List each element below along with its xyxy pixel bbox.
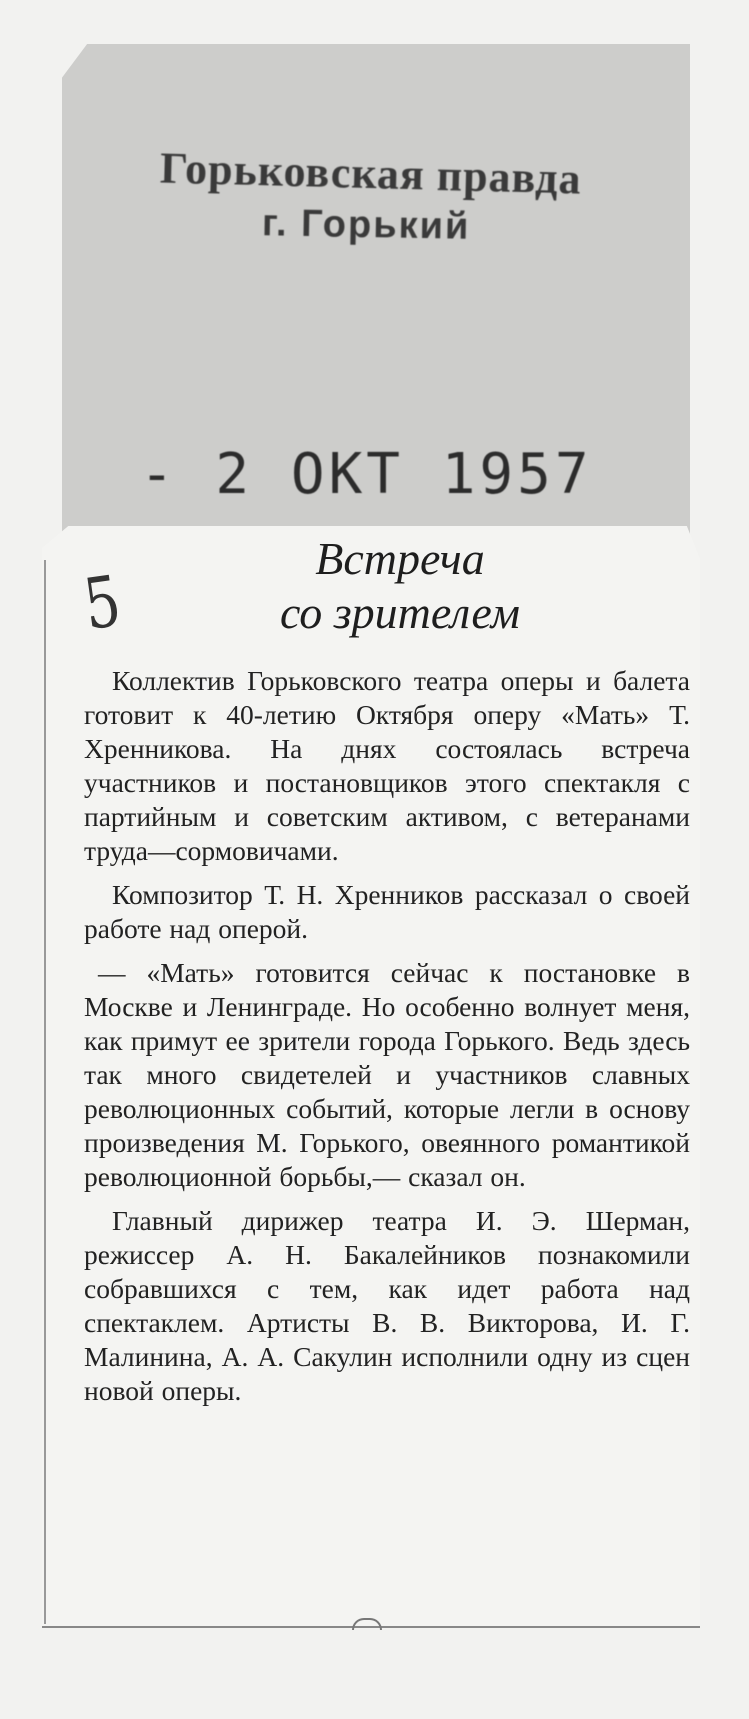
article-body [84, 664, 690, 1418]
stamp-card [62, 44, 690, 604]
headline-line-1: Встреча [315, 533, 485, 584]
stamp-date: - 2 ОКТ 1957 [140, 442, 593, 507]
article-paragraph: — «Мать» готовится сейчас к постановке в Москве и Ленинграде. Но особенно волнует меня, как примут ее зрители города Горького. Ведь здесь так много свидетелей и участников славных революционных событий, которые легли в основу произведения М. Горького, овеянного романтикой революционной борьбы,— сказал он. [84, 957, 690, 1192]
clipping-bottom-mark [352, 1618, 382, 1630]
article-paragraph: Главный дирижер театра И. Э. Шерман, режиссер А. Н. Бакалейников познакомили собравшихся с тем, как идет работа над спектаклем. Артисты В. В. Викторова, И. Г. Малинина, А. А. Сакулин исполнили одну из сцен новой оперы. [84, 1205, 690, 1406]
article-headline [150, 532, 650, 640]
stamp-newspaper-name: Горьковская правда [159, 143, 583, 204]
article-paragraph: Композитор Т. Н. Хренников рассказал о своей работе над оперой. [84, 879, 690, 944]
article-paragraph: Коллектив Горьковского театра оперы и балета готовит к 40-летию Октября оперу «Мать» Т. Хренникова. На днях состоялась встреча участников и постановщиков этого спектакля с партийным и советским активом, с ветеранами труда—сормовичами. [84, 665, 690, 866]
clipping-edge [44, 560, 46, 1624]
handwritten-number: 5 [78, 559, 126, 647]
stamp-city: г. Горький [261, 202, 471, 248]
headline-line-2: со зрителем [279, 587, 521, 638]
